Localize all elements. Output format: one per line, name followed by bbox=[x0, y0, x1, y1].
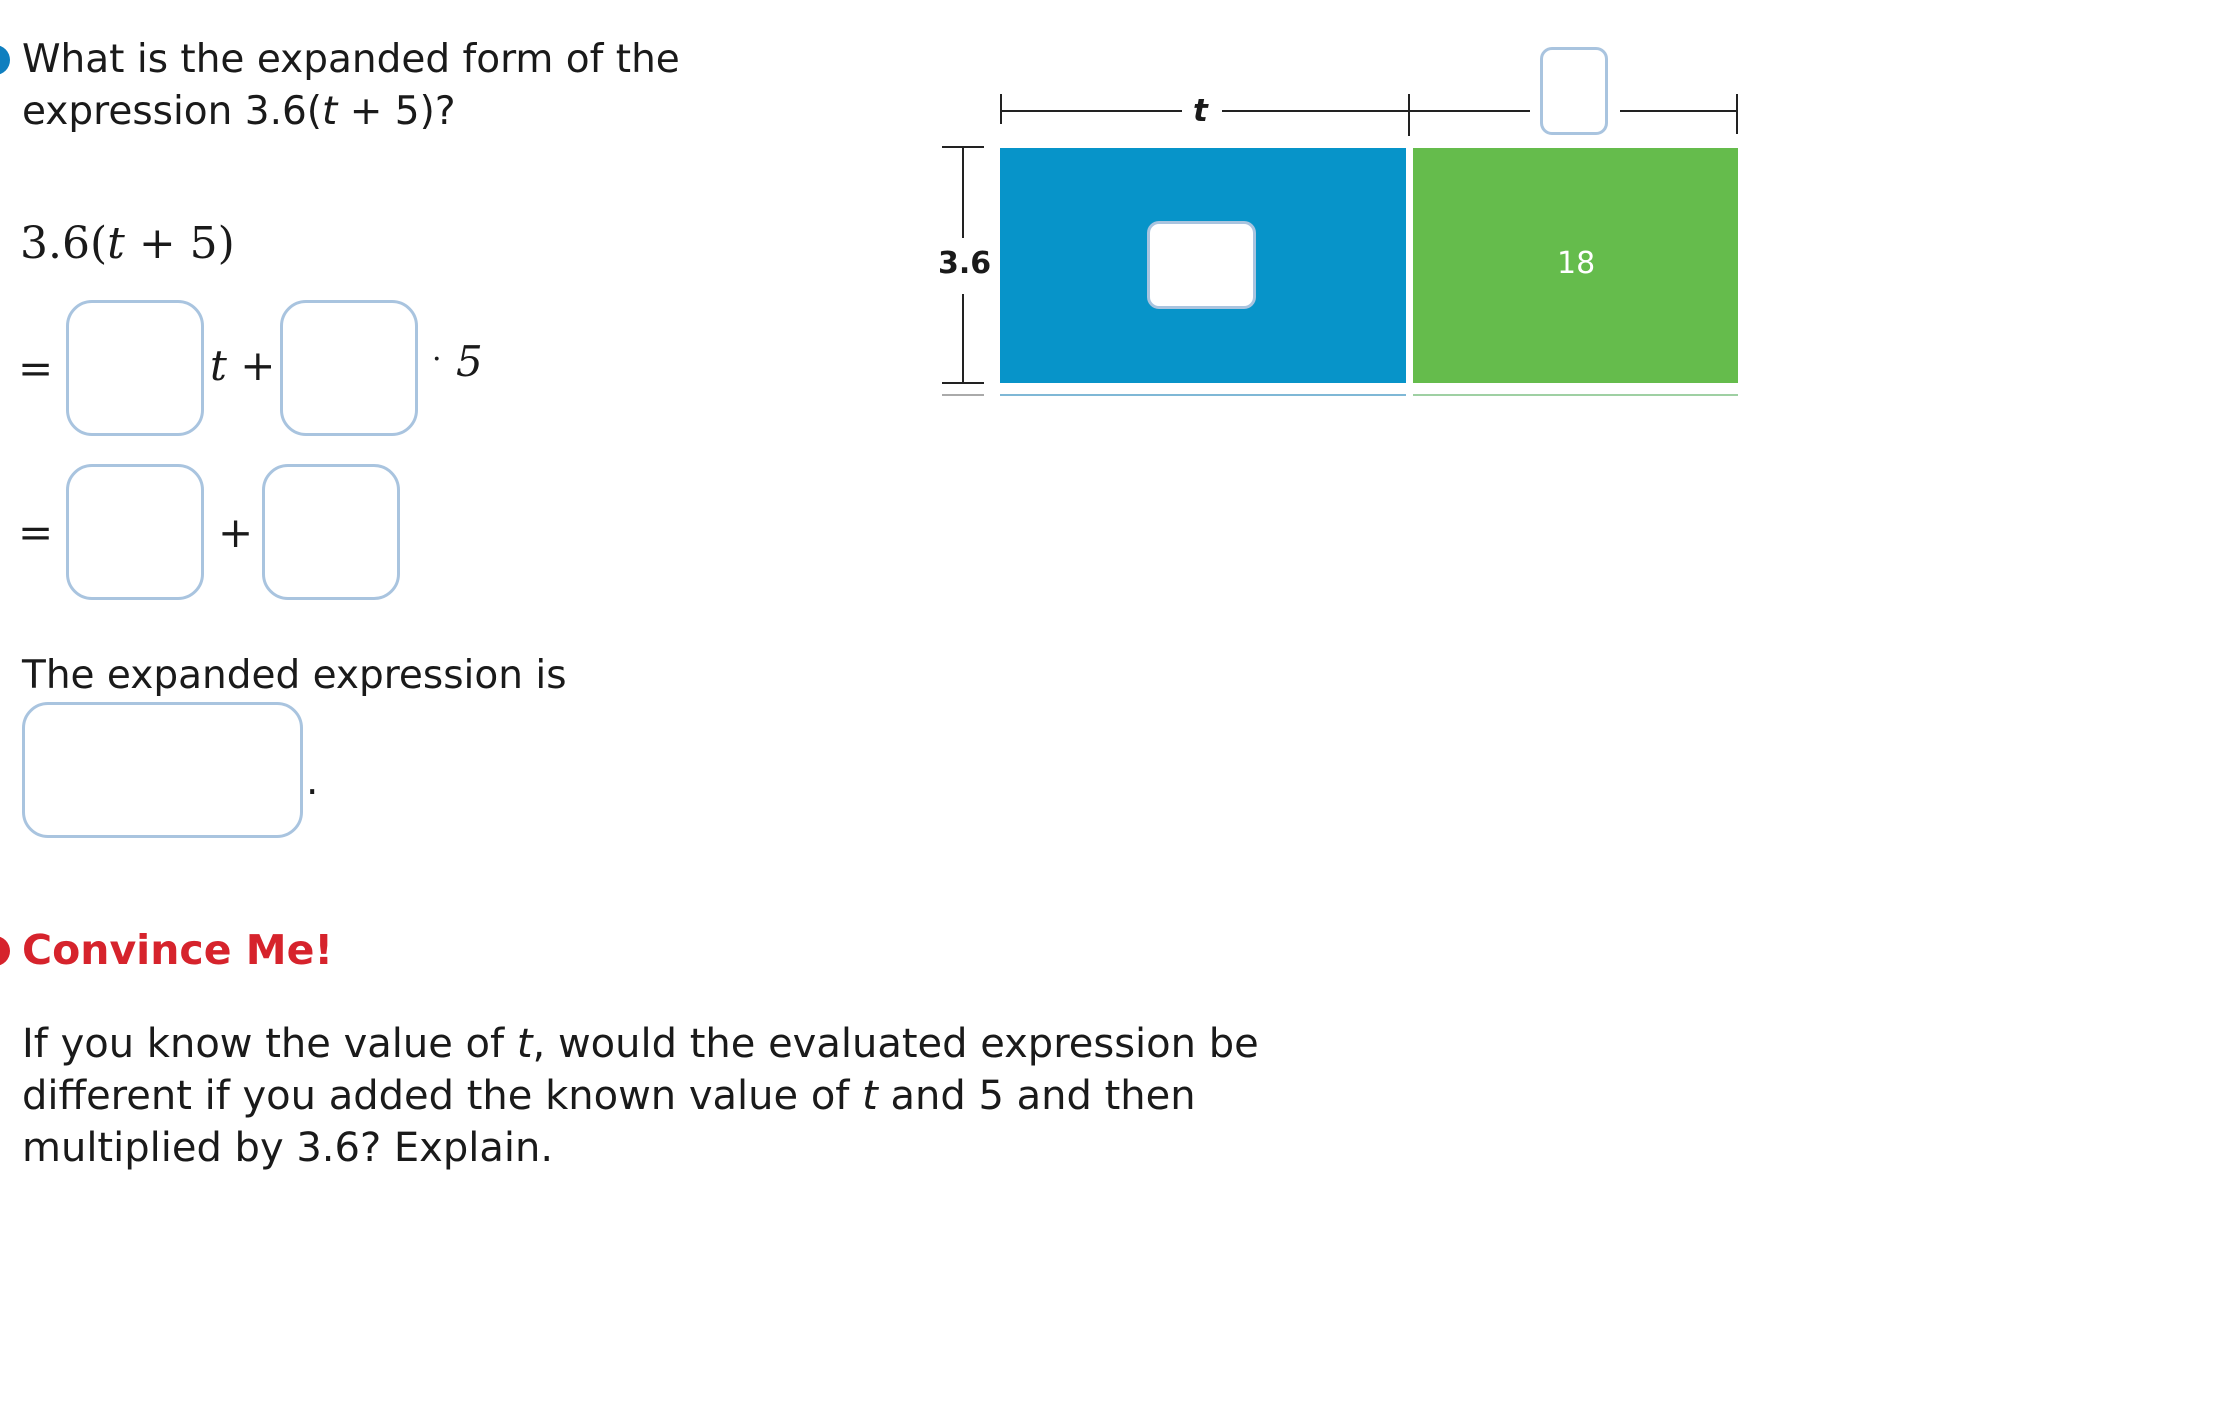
side-line-upper bbox=[962, 146, 964, 238]
top-dimension-line-d bbox=[1620, 110, 1736, 112]
top-dimension-line-c bbox=[1410, 110, 1530, 112]
green-base-line bbox=[1413, 394, 1738, 396]
question-marker bbox=[0, 45, 10, 75]
top-dimension-left-tick bbox=[1000, 94, 1002, 124]
step2-first-term-input[interactable] bbox=[66, 464, 204, 600]
top-label-t: t bbox=[1193, 93, 1208, 129]
expanded-expression-input[interactable] bbox=[22, 702, 303, 838]
step1-variable: t + bbox=[210, 341, 276, 390]
top-width-input[interactable] bbox=[1540, 47, 1608, 135]
step1-coefficient-input[interactable] bbox=[66, 300, 204, 436]
step1-second-coefficient-input[interactable] bbox=[280, 300, 418, 436]
side-base-line bbox=[942, 394, 984, 396]
top-dimension-right-tick bbox=[1736, 94, 1738, 134]
step1-five: 5 bbox=[456, 337, 483, 386]
blue-area-input[interactable] bbox=[1147, 221, 1256, 309]
convince-line-3: multiplied by 3.6? Explain. bbox=[22, 1125, 554, 1171]
side-label: 3.6 bbox=[938, 246, 992, 281]
convince-title: Convince Me! bbox=[22, 926, 334, 974]
blue-base-line bbox=[1000, 394, 1406, 396]
question-text bbox=[22, 34, 680, 138]
convince-marker bbox=[0, 936, 10, 966]
step1-dot: · bbox=[432, 342, 442, 377]
expanded-period: . bbox=[306, 759, 319, 804]
top-dimension-line-a bbox=[1000, 110, 1182, 112]
expanded-label: The expanded expression is bbox=[22, 653, 567, 698]
side-line-lower bbox=[962, 294, 964, 382]
step1-equals: = bbox=[18, 344, 54, 393]
question-line-2: expression 3.6(t + 5)? bbox=[22, 89, 456, 134]
step2-plus: + bbox=[218, 508, 254, 557]
convince-line-2: different if you added the known value of t and 5 and then bbox=[22, 1073, 1196, 1119]
expression-heading: 3.6(t + 5) bbox=[20, 218, 235, 269]
top-dimension-line-b bbox=[1222, 110, 1408, 112]
top-dimension-mid-tick bbox=[1408, 94, 1410, 136]
green-area-value: 18 bbox=[1557, 246, 1596, 281]
convince-paragraph bbox=[22, 1018, 1322, 1174]
convince-line-1: If you know the value of t, would the evaluated expression be bbox=[22, 1021, 1259, 1067]
question-line-1: What is the expanded form of the bbox=[22, 37, 680, 82]
step2-equals: = bbox=[18, 508, 54, 557]
side-bottom-tick bbox=[942, 382, 984, 384]
step2-second-term-input[interactable] bbox=[262, 464, 400, 600]
